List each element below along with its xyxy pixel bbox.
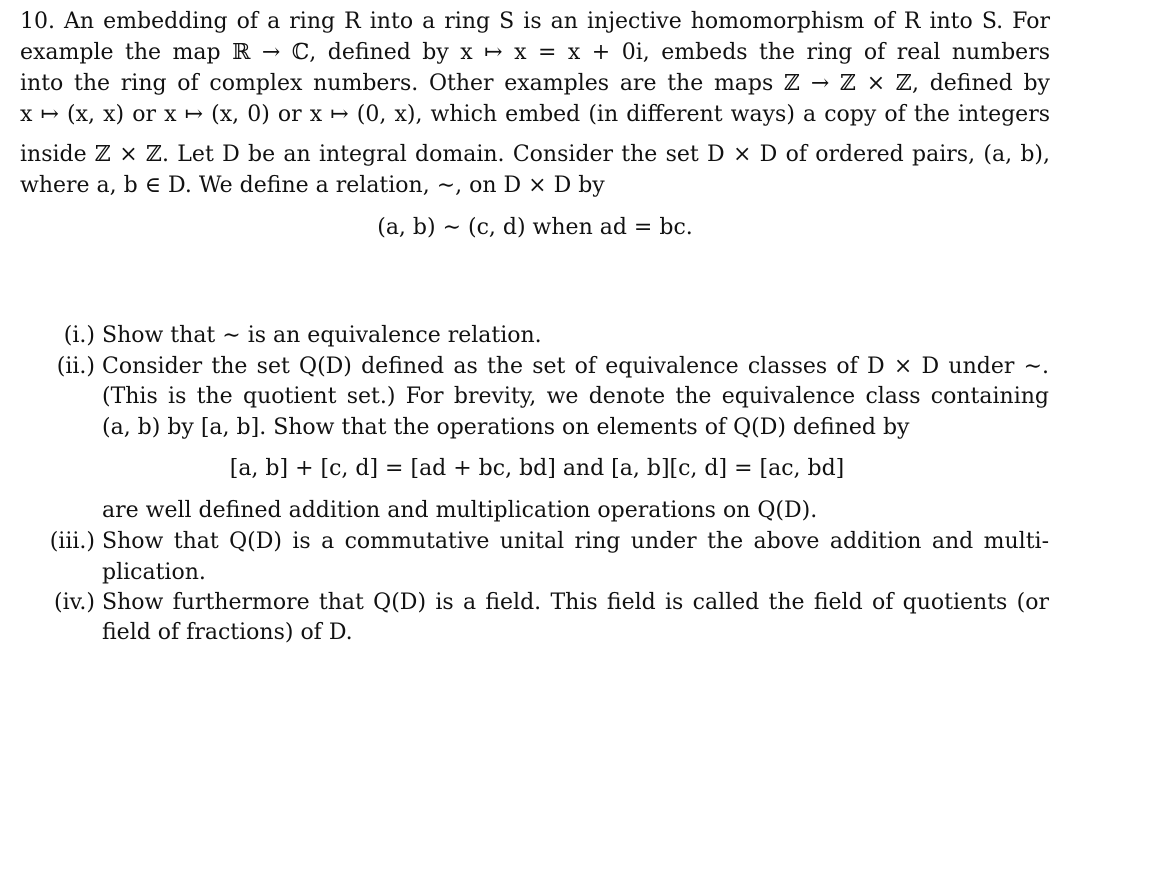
item-label: (ii.)	[56, 354, 95, 379]
problem-line-5: inside ℤ × ℤ. Let D be an integral domain. Consider the set D × D of ordered pairs, (a, b),	[20, 142, 1050, 167]
item-text: field of fractions) of D.	[102, 620, 353, 645]
item-label: (iv.)	[53, 590, 95, 615]
item-text: are well defined addition and multiplication operations on Q(D).	[102, 498, 818, 523]
item-text: (a, b) by [a, b]. Show that the operations on elements of Q(D) defined by	[102, 415, 910, 440]
problem-line-1: 10. An embedding of a ring R into a ring S is an injective homomorphism of R into S. For	[20, 9, 1050, 34]
problem-line-4: x ↦ (x, x) or x ↦ (x, 0) or x ↦ (0, x), which embed (in different ways) a copy of the integers	[20, 102, 1050, 127]
item-text: Consider the set Q(D) defined as the set of equivalence classes of D × D under ∼.	[102, 354, 1049, 379]
item-label: (iii.)	[49, 529, 95, 554]
display-operations: [a, b] + [c, d] = [ad + bc, bd] and [a, b][c, d] = [ac, bd]	[229, 456, 845, 481]
item-text: Show that Q(D) is a commutative unital ring under the above addition and multi-	[102, 529, 1049, 554]
display-relation: (a, b) ∼ (c, d) when ad = bc.	[377, 215, 693, 240]
problem-line-2: example the map ℝ → ℂ, defined by x ↦ x = x + 0i, embeds the ring of real numbers	[20, 40, 1050, 65]
item-text: (This is the quotient set.) For brevity, we denote the equivalence class containing	[102, 384, 1049, 409]
item-label: (i.)	[63, 323, 95, 348]
problem-line-6: where a, b ∈ D. We define a relation, ∼, on D × D by	[20, 173, 605, 198]
problem-line-3: into the ring of complex numbers. Other examples are the maps ℤ → ℤ × ℤ, defined by	[20, 71, 1050, 96]
item-text: Show furthermore that Q(D) is a field. This field is called the field of quotients (or	[102, 590, 1049, 615]
item-text: Show that ∼ is an equivalence relation.	[102, 323, 542, 348]
item-text: plication.	[102, 560, 206, 585]
